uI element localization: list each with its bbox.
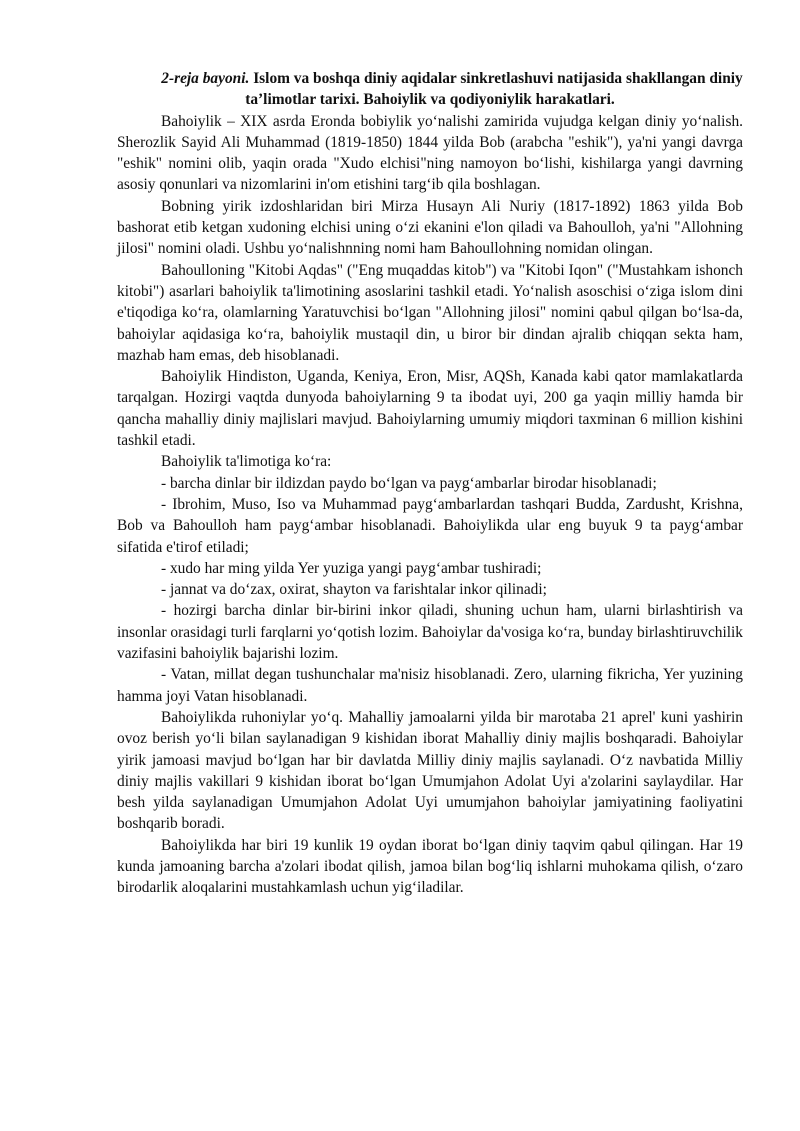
document-page (117, 68, 743, 899)
paragraph-calendar: Bahoiylikda har biri 19 kunlik 19 oydan iborat bo‘lgan diniy taqvim qabul qilingan. Har 19 kunda jamoaning barcha a'zolari ibodat qilish, jamoa bilan bog‘liq ishlarni muhokama qilish, o‘zaro birodarlik aloqalarini mustahkamlash uchun yig‘iladilar. (117, 836, 743, 897)
list-item-teaching-1: - barcha dinlar bir ildizdan paydo bo‘lgan va payg‘ambarlar birodar hisoblanadi; (161, 474, 657, 492)
list-item-teaching-2: - Ibrohim, Muso, Iso va Muhammad payg‘ambarlardan tashqari Budda, Zardusht, Krishna, Bob va Bahoulloh ham payg‘ambar hisoblanadi. Bahoiylikda ular eng buyuk 9 ta payg‘ambar sifatida e'tirof etiladi; (117, 495, 743, 556)
list-item-teaching-3: - xudo har ming yilda Yer yuziga yangi payg‘ambar tushiradi; (161, 559, 542, 577)
heading-lead: 2-reja bayoni. (161, 70, 250, 87)
paragraph-spread: Bahoiylik Hindiston, Uganda, Keniya, Eron, Misr, AQSh, Kanada kabi qator mamlakatlarda tarqalgan. Hozirgi vaqtda dunyoda bahoiylarning 9 ta ibodat uyi, 200 ga yaqin milliy hamda bir qancha mahalliy diniy majlislari mavjud. Bahoiylarning umumiy miqdori taxminan 6 million kishini tashkil etadi. (117, 368, 743, 450)
list-item-teaching-6: - Vatan, millat degan tushunchalar ma'nisiz hisoblanadi. Zero, ularning fikricha, Yer yuzining hamma joyi Vatan hisoblanadi. (117, 666, 743, 705)
paragraph-bahoulloh: Bobning yirik izdoshlaridan biri Mirza Husayn Ali Nuriy (1817-1892) 1863 yilda Bob bashorat etib ketgan xudoning elchisi uning o‘zi ekanini e'lon qiladi va Bahoulloh, ya'ni "Allohning jilosi" nomini oladi. Ushbu yo‘nalishnning nomi ham Bahoullohning nomidan olingan. (117, 197, 743, 258)
section-heading (117, 68, 743, 111)
paragraph-organization: Bahoiylikda ruhoniylar yo‘q. Mahalliy jamoalarni yilda bir marotaba 21 aprel' kuni yashirin ovoz berish yo‘li bilan saylanadigan 9 kishidan iborat Mahalliy diniy majlis boshqaradi. Bahoiylar yirik jamoasi mavjud bo‘lgan har bir davlatda Milliy diniy majlis saylanadi. O‘z navbatida Milliy diniy majlis vakillari 9 kishidan iborat bo‘lgan Umumjahon Adolat Uyi a'zolarini saylaydilar. Har besh yilda saylanadigan Umumjahon Adolat Uyi umumjahon bahoiylar jamiyatining faoliyatini boshqarib boradi. (117, 708, 743, 833)
list-item-teaching-4: - jannat va do‘zax, oxirat, shayton va farishtalar inkor qilinadi; (161, 581, 547, 599)
paragraph-books: Bahoulloning "Kitobi Aqdas" ("Eng muqaddas kitob") va "Kitobi Iqon" ("Mustahkam ishonch kitobi") asarlari bahoiylik ta'limotining asoslarini tashkil etadi. Yo‘nalish asoschisi o‘ziga islom dini e'tiqodiga ko‘ra, olamlarning Yaratuvchisi bo‘lgan "Allohning jilosi" nomini qabul qilgan bo‘lsa-da, bahoiylar aqidasiga ko‘ra, bahoiylik mustaqil din, u biror bir dindan ajralib chiqqan sekta ham, mazhab ham emas, deb hisoblanadi. (117, 261, 743, 364)
paragraph-intro: Bahoiylik – XIX asrda Eronda bobiylik yo‘nalishi zamirida vujudga kelgan diniy yo‘nalish. Sherozlik Sayid Ali Muhammad (1819-1850) 1844 yilda Bob (arabcha "eshik"), ya'ni yangi davrga "eshik" nomini olib, yaqin orada "Xudo elchisi"ning namoyon bo‘lishi, kishilarga yangi davrning asosiy qonunlari va nizomlarini in'om etishini targ‘ib qila boshlagan. (117, 112, 743, 194)
paragraph-teachings-intro: Bahoiylik ta'limotiga ko‘ra: (161, 453, 332, 471)
list-item-teaching-5: - hozirgi barcha dinlar bir-birini inkor qiladi, shuning uchun ham, ularni birlashtirish va insonlar orasidagi turli farqlarni yo‘qotish lozim. Bahoiylar da'vosiga ko‘ra, bunday birlashtiruvchilik vazifasini bahoiylik bajarishi lozim. (117, 602, 743, 663)
heading-title: Islom va boshqa diniy aqidalar sinkretlashuvi natijasida shakllangan diniy ta’limotlar tarixi. Bahoiylik va qodiyoniylik harakatlari. (245, 70, 743, 109)
